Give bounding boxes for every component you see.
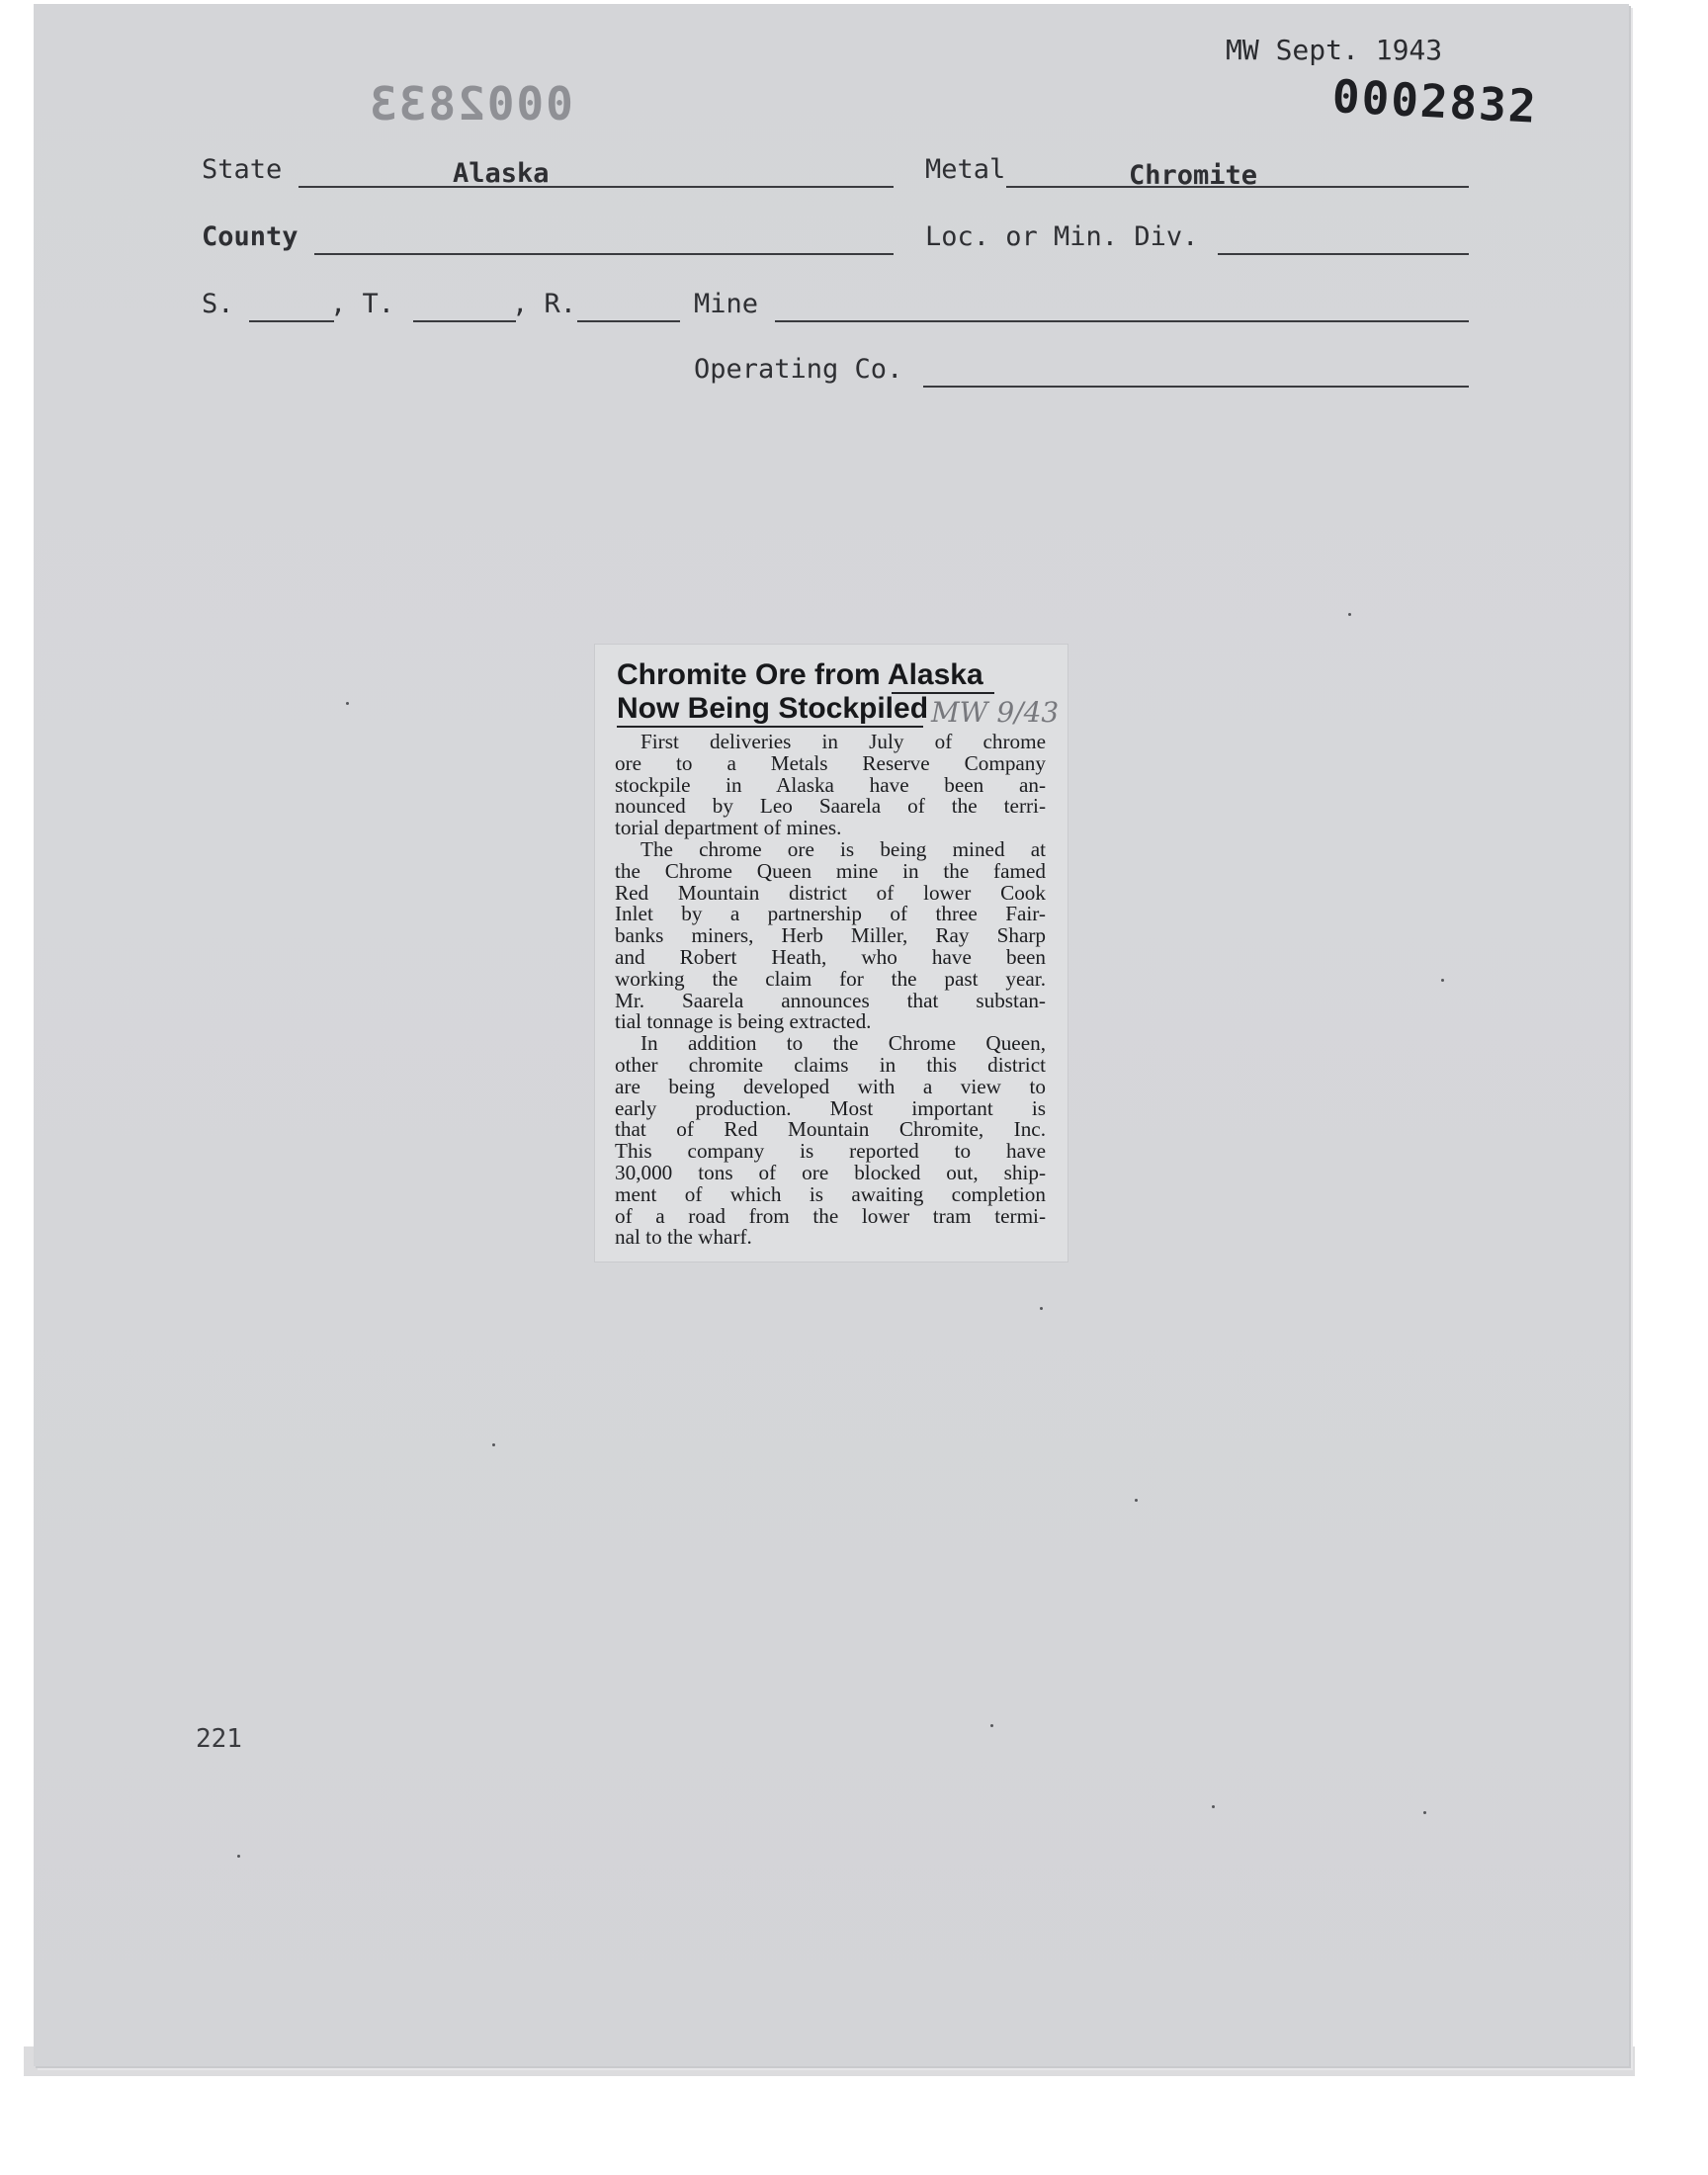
article-paragraph-2	[615, 836, 1046, 1034]
article-line: In addition to the Chrome Queen,	[640, 1031, 1046, 1056]
scan-speck	[1348, 613, 1351, 616]
operating-company-field-line	[923, 386, 1469, 388]
article-line: nal to the wharf.	[615, 1225, 752, 1250]
scan-speck	[1212, 1805, 1215, 1808]
township-label: , T.	[330, 289, 395, 319]
county-label: County	[202, 221, 299, 252]
article-line: First deliveries in July of chrome	[640, 730, 1046, 753]
article-line: of a road from the lower tram termi-	[615, 1203, 1046, 1228]
article-line: 30,000 tons of ore blocked out, ship-	[615, 1160, 1046, 1184]
state-field[interactable]: Alaska	[453, 158, 550, 189]
headline-underline-stockpiled	[617, 726, 923, 728]
location-label: Loc. or Min. Div.	[925, 221, 1199, 252]
article-line: tial tonnage is being extracted.	[615, 1009, 872, 1034]
article-line: ment of which is awaiting completion	[615, 1181, 1046, 1206]
clipping-headline-line-1: Chromite Ore from Alaska	[617, 658, 983, 691]
article-line: This company is reported to have	[615, 1139, 1046, 1164]
page-number: 221	[196, 1724, 242, 1754]
scan-speck	[237, 1855, 240, 1858]
scan-speck	[1135, 1499, 1138, 1502]
metal-field[interactable]: Chromite	[1129, 160, 1258, 191]
clipping-headline-line-2: Now Being Stockpiled	[617, 692, 929, 725]
section-field-line	[249, 320, 334, 322]
article-paragraph-3	[615, 1033, 1046, 1249]
article-line: nounced by Leo Saarela of the terri-	[615, 794, 1046, 819]
article-line: other chromite claims in this district	[615, 1052, 1046, 1077]
metal-label: Metal	[925, 154, 1006, 185]
scan-speck	[1441, 979, 1444, 982]
scan-speck	[346, 702, 349, 705]
section-label: S.	[202, 289, 234, 319]
article-line: the Chrome Queen mine in the famed	[615, 858, 1046, 883]
range-label: , R.	[512, 289, 577, 319]
scan-speck	[492, 1443, 495, 1446]
article-line: are being developed with a view to	[615, 1074, 1046, 1098]
article-line: ore to a Metals Reserve Company	[615, 750, 1046, 775]
article-line: banks miners, Herb Miller, Ray Sharp	[615, 923, 1046, 948]
article-line: that of Red Mountain Chromite, Inc.	[615, 1117, 1046, 1142]
county-field-line	[314, 253, 894, 255]
state-label: State	[202, 154, 283, 185]
mine-label: Mine	[694, 289, 759, 319]
article-line: Inlet by a partnership of three Fair-	[615, 902, 1046, 926]
handwritten-note: MW 9/43	[931, 696, 1060, 729]
article-paragraph-1	[615, 732, 1046, 839]
range-field-line	[577, 320, 680, 322]
article-line: The chrome ore is being mined at	[640, 836, 1046, 861]
article-line: stockpile in Alaska have been an-	[615, 772, 1046, 797]
date-stamp: MW Sept. 1943	[1226, 34, 1443, 66]
township-field-line	[413, 320, 516, 322]
operating-company-label: Operating Co.	[694, 354, 903, 385]
bleed-through-number-stamp: 0002833	[368, 77, 573, 130]
newspaper-clipping	[595, 645, 1068, 1262]
document-number-stamp: 0002832	[1330, 69, 1540, 133]
location-field-line	[1218, 253, 1469, 255]
mine-field-line	[775, 320, 1469, 322]
clipping-article	[615, 732, 1046, 1249]
scan-speck	[990, 1724, 993, 1727]
article-line: Mr. Saarela announces that substan-	[615, 988, 1046, 1012]
article-line: working the claim for the past year.	[615, 966, 1046, 991]
scan-speck	[1423, 1811, 1426, 1814]
article-line: Red Mountain district of lower Cook	[615, 880, 1046, 905]
article-line: torial department of mines.	[615, 816, 842, 840]
article-line: and Robert Heath, who have been	[615, 944, 1046, 969]
state-field-line	[299, 186, 894, 188]
article-line: early production. Most important is	[615, 1095, 1046, 1120]
scan-speck	[1040, 1307, 1043, 1310]
